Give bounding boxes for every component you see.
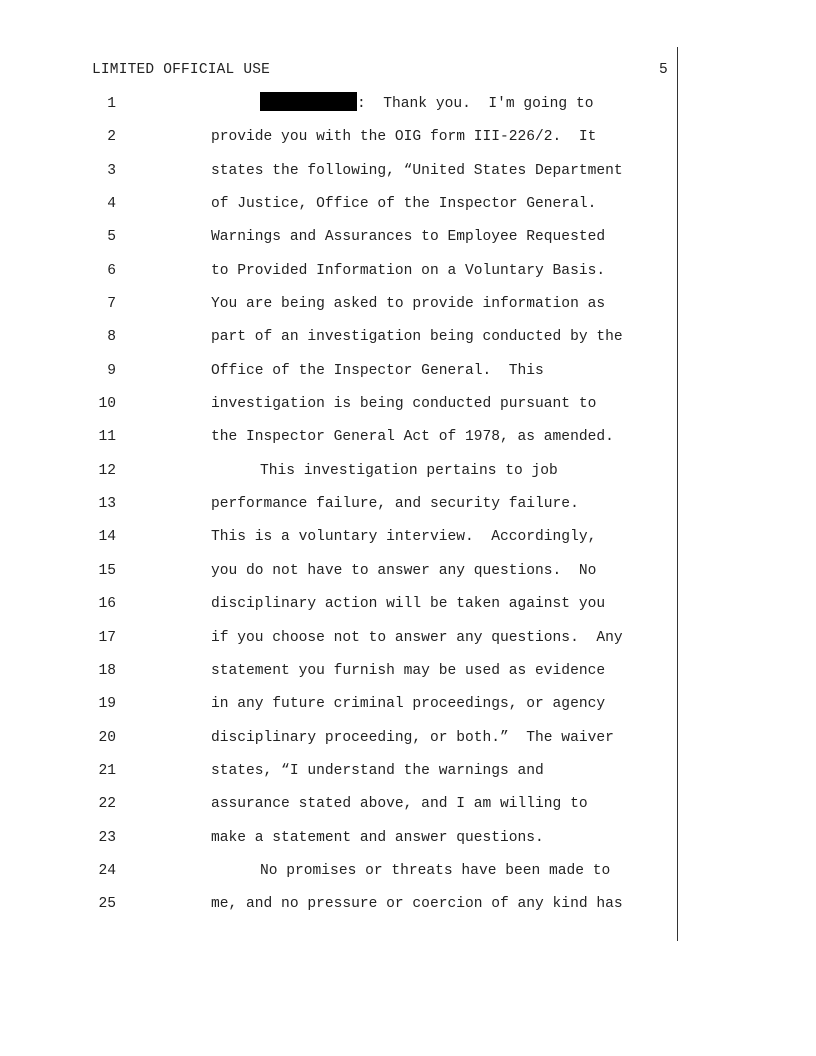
transcript-line-19 (0, 692, 816, 725)
transcript-line-10 (0, 392, 816, 425)
line-number: 18 (98, 662, 116, 679)
line-text-content: : Thank you. I'm going to (357, 96, 594, 112)
line-text: assurance stated above, and I am willing to (211, 796, 588, 813)
line-text: disciplinary proceeding, or both.” The waiver (211, 729, 614, 746)
line-text: performance failure, and security failure. (211, 496, 579, 513)
page-number: 5 (659, 62, 668, 78)
transcript-line-5 (0, 225, 816, 258)
line-text: part of an investigation being conducted by the (211, 329, 623, 346)
line-text: No promises or threats have been made to (260, 862, 611, 879)
transcript-line-9 (0, 359, 816, 392)
line-text: me, and no pressure or coercion of any kind has (211, 896, 623, 913)
line-number: 9 (107, 362, 116, 379)
transcript-line-23 (0, 826, 816, 859)
line-number: 12 (98, 462, 116, 479)
line-text: provide you with the OIG form III-226/2. It (211, 129, 597, 146)
line-text: you do not have to answer any questions. No (211, 562, 597, 579)
transcript-line-24 (0, 859, 816, 892)
line-text: of Justice, Office of the Inspector General. (211, 196, 597, 213)
transcript-line-4 (0, 192, 816, 225)
line-text: disciplinary action will be taken against you (211, 596, 606, 613)
line-number: 20 (98, 729, 116, 746)
line-number: 1 (107, 96, 116, 112)
transcript-line-8 (0, 325, 816, 358)
transcript-line-6 (0, 259, 816, 292)
classification-header: LIMITED OFFICIAL USE (92, 62, 271, 78)
line-number: 11 (98, 429, 116, 446)
line-number: 2 (107, 129, 116, 146)
transcript-line-21 (0, 759, 816, 792)
line-number: 17 (98, 629, 116, 646)
line-number: 14 (98, 529, 116, 546)
line-text: statement you furnish may be used as evidence (211, 662, 606, 679)
transcript-line-2 (0, 125, 816, 158)
line-number: 7 (107, 296, 116, 313)
transcript-line-12 (0, 459, 816, 492)
line-text: if you choose not to answer any questions. Any (211, 629, 623, 646)
transcript-line-16 (0, 592, 816, 625)
line-number: 13 (98, 496, 116, 513)
transcript-line-11 (0, 425, 816, 458)
line-number: 3 (107, 162, 116, 179)
line-text: the Inspector General Act of 1978, as amended. (211, 429, 614, 446)
transcript-line-22 (0, 792, 816, 825)
line-text (260, 92, 593, 116)
transcript-line-1 (0, 92, 816, 125)
line-number: 22 (98, 796, 116, 813)
line-number: 6 (107, 262, 116, 279)
transcript-line-18 (0, 659, 816, 692)
line-text: investigation is being conducted pursuant to (211, 396, 597, 413)
line-text: states the following, “United States Department (211, 162, 623, 179)
redacted-speaker-name (260, 92, 357, 111)
line-number: 5 (107, 229, 116, 246)
transcript-body (0, 92, 816, 926)
transcript-line-7 (0, 292, 816, 325)
line-text: Office of the Inspector General. This (211, 362, 544, 379)
line-text: to Provided Information on a Voluntary Basis. (211, 262, 606, 279)
line-text: in any future criminal proceedings, or agency (211, 696, 606, 713)
line-text: make a statement and answer questions. (211, 829, 544, 846)
line-text: states, “I understand the warnings and (211, 762, 544, 779)
line-number: 25 (98, 896, 116, 913)
line-text: This is a voluntary interview. Accordingly, (211, 529, 597, 546)
transcript-line-25 (0, 892, 816, 925)
line-number: 16 (98, 596, 116, 613)
transcript-line-17 (0, 626, 816, 659)
line-text: You are being asked to provide information as (211, 296, 606, 313)
line-number: 4 (107, 196, 116, 213)
line-number: 8 (107, 329, 116, 346)
line-text: This investigation pertains to job (260, 462, 558, 479)
line-number: 19 (98, 696, 116, 713)
line-number: 15 (98, 562, 116, 579)
line-number: 21 (98, 762, 116, 779)
transcript-line-13 (0, 492, 816, 525)
transcript-line-3 (0, 159, 816, 192)
transcript-line-14 (0, 525, 816, 558)
line-text: Warnings and Assurances to Employee Requested (211, 229, 606, 246)
transcript-line-15 (0, 559, 816, 592)
transcript-line-20 (0, 726, 816, 759)
line-number: 23 (98, 829, 116, 846)
line-number: 10 (98, 396, 116, 413)
line-number: 24 (98, 862, 116, 879)
